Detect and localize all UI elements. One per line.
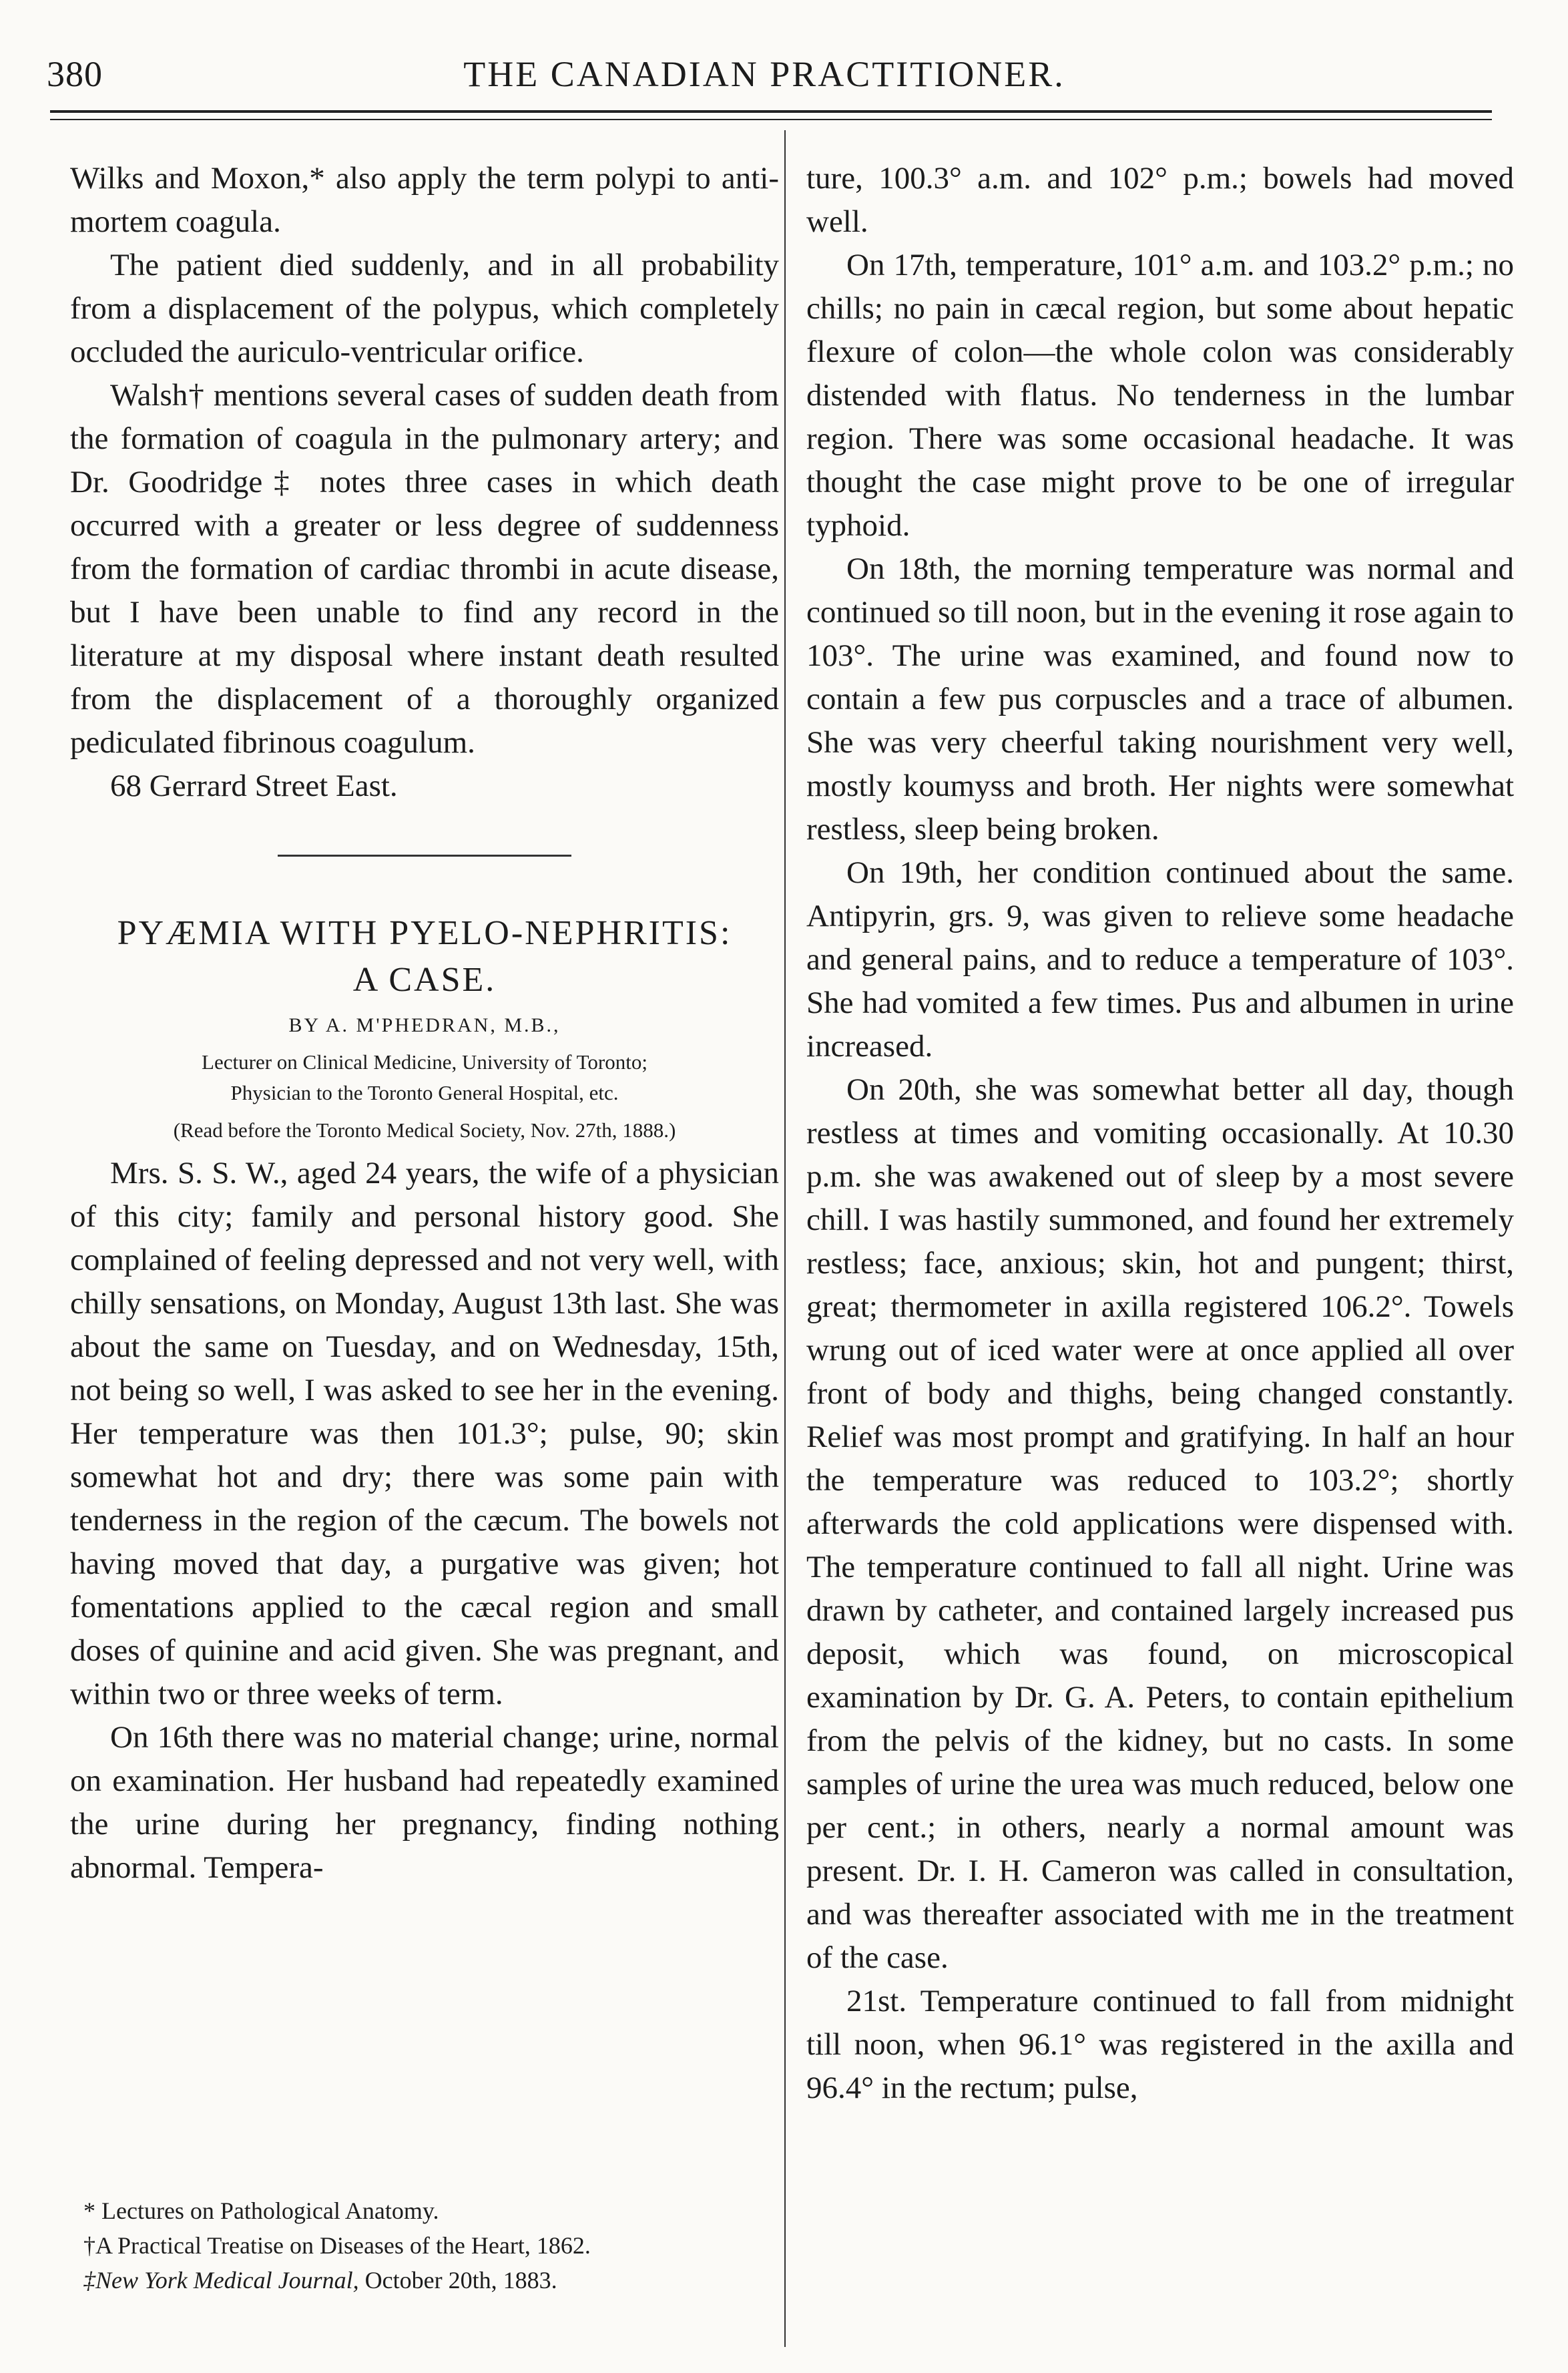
right-column xyxy=(806,157,1514,2110)
read-before-note: (Read before the Toronto Medical Society, Nov. 27th, 1888.) xyxy=(173,1118,676,1142)
paragraph: The patient died suddenly, and in all probability from a displacement of the polypus, which completely occluded the auriculo-ventricular orifice. xyxy=(70,248,779,369)
section-divider xyxy=(278,855,571,857)
paragraph: Wilks and Moxon,* also apply the term polypi to anti-mortem coagula. xyxy=(70,161,779,239)
header-rule-thin xyxy=(50,119,1492,120)
paragraph: On 19th, her condition continued about the same. Antipyrin, grs. 9, was given to relieve some headache and general pains, and to reduce a temperature of 103°. She had vomited a few times. Pus and albumen in urine increased. xyxy=(806,855,1514,1064)
article-title-line-1: PYÆMIA WITH PYELO-NEPHRITIS: xyxy=(117,914,732,952)
left-column xyxy=(70,157,779,1890)
paragraph: Walsh† mentions several cases of sudden death from the formation of coagula in the pulmonary artery; and Dr. Goodridge‡ notes three cases in which death occurred with a greater or less degree of suddenness from the formation of cardiac thrombi in acute disease, but I have been unable to find any record in the literature at my disposal where instant death resulted from the displacement of a thoroughly organized pediculated fibrinous coagulum. xyxy=(70,378,779,760)
page-number: 380 xyxy=(47,54,103,94)
paragraph: On 18th, the morning temperature was normal and continued so till noon, but in the evening it rose again to 103°. The urine was examined, and found now to contain a few pus corpuscles and a trace of albumen. She was very cheerful taking nourishment very well, mostly koumyss and broth. Her nights were somewhat restless, sleep being broken. xyxy=(806,552,1514,847)
footnote-text: October 20th, 1883. xyxy=(358,2267,557,2294)
article-title-line-2: A CASE. xyxy=(352,961,497,999)
footnote: †A Practical Treatise on Diseases of the Heart, 1862. xyxy=(83,2232,591,2259)
paragraph: On 17th, temperature, 101° a.m. and 103.2° p.m.; no chills; no pain in cæcal region, but some about hepatic flexure of colon—the whole colon was considerably distended with flatus. No tenderness in the lumbar region. There was some occasional headache. It was thought the case might prove to be one of irregular typhoid. xyxy=(806,248,1514,543)
author-affiliation-line-1: Lecturer on Clinical Medicine, University of Toronto; xyxy=(202,1050,647,1074)
page-header xyxy=(47,41,1482,115)
footnote xyxy=(70,2263,779,2298)
running-head: THE CANADIAN PRACTITIONER. xyxy=(463,54,1065,94)
article-byline: BY A. M'PHEDRAN, M.B., xyxy=(288,1014,561,1036)
header-rule xyxy=(50,110,1492,113)
paragraph: 21st. Temperature continued to fall from midnight till noon, when 96.1° was registered in the axilla and 96.4° in the rectum; pulse, xyxy=(806,1984,1514,2105)
author-affiliation-line-2: Physician to the Toronto General Hospital, etc. xyxy=(230,1081,619,1104)
journal-title: ‡New York Medical Journal, xyxy=(83,2267,359,2294)
paragraph: ture, 100.3° a.m. and 102° p.m.; bowels had moved well. xyxy=(806,161,1514,239)
paragraph: Mrs. S. S. W., aged 24 years, the wife of a physician of this city; family and personal history good. She complained of feeling depressed and not very well, with chilly sensations, on Monday, August 13th last. She was about the same on Tuesday, and on Wednesday, 15th, not being so well, I was asked to see her in the evening. Her temperature was then 101.3°; pulse, 90; skin somewhat hot and dry; there was some pain with tenderness in the region of the cæcum. The bowels not having moved that day, a purgative was given; hot fomentations applied to the cæcal region and small doses of quinine and acid given. She was pregnant, and within two or three weeks of term. xyxy=(70,1156,779,1711)
paragraph: On 20th, she was somewhat better all day, though restless at times and vomiting occasionally. At 10.30 p.m. she was awakened out of sleep by a most severe chill. I was hastily summoned, and found her extremely restless; face, anxious; skin, hot and pungent; thirst, great; thermometer in axilla registered 106.2°. Towels wrung out of iced water were at once applied all over front of body and thighs, being changed constantly. Relief was most prompt and gratifying. In half an hour the temperature was reduced to 103.2°; shortly afterwards the cold applications were dispensed with. The temperature continued to fall all night. Urine was drawn by catheter, and contained largely increased pus deposit, which was found, on microscopical examination by Dr. G. A. Peters, to contain epithelium from the pelvis of the kidney, but no casts. In some samples of urine the urea was much reduced, below one per cent.; in others, nearly a normal amount was present. Dr. I. H. Cameron was called in consultation, and was thereafter associated with me in the treatment of the case. xyxy=(806,1072,1514,1975)
footnotes xyxy=(70,2193,779,2298)
address: 68 Gerrard Street East. xyxy=(110,769,398,803)
column-divider xyxy=(784,130,786,2347)
footnote: * Lectures on Pathological Anatomy. xyxy=(83,2197,439,2224)
paragraph: On 16th there was no material change; urine, normal on examination. Her husband had repeatedly examined the urine during her pregnancy, finding nothing abnormal. Tempera- xyxy=(70,1720,779,1885)
